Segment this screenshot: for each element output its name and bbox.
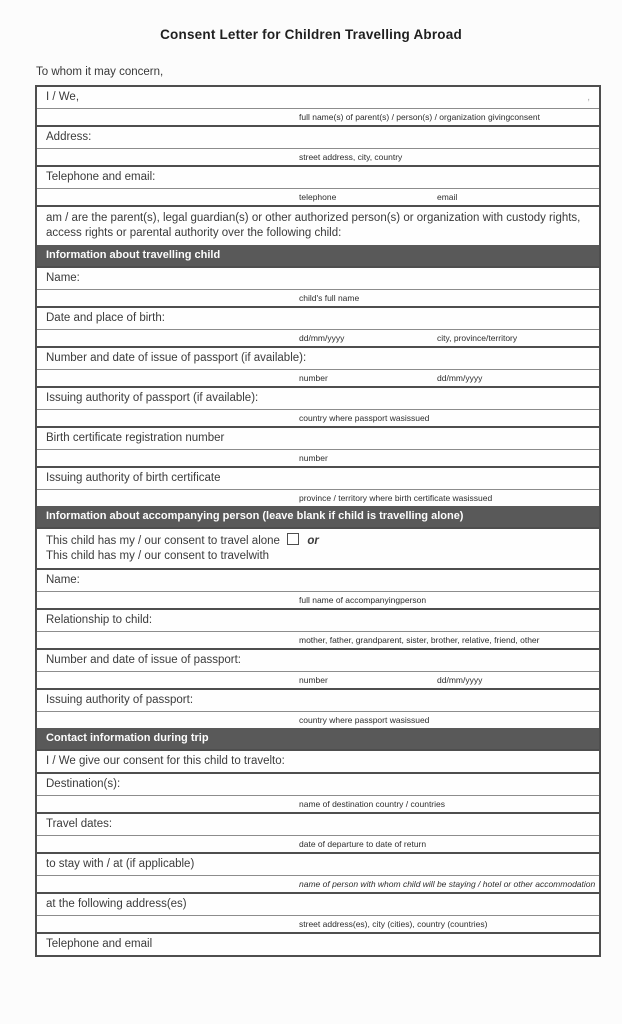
field-consent-giver-name[interactable] <box>37 87 599 108</box>
field-birth-certificate-authority[interactable] <box>37 466 599 489</box>
field-trip-telephone-email[interactable] <box>37 932 599 955</box>
salutation-text: To whom it may concern, <box>36 66 164 78</box>
trip-telephone-email-label: Telephone and email <box>46 938 153 950</box>
child-name-label: Name: <box>46 272 80 284</box>
hint-passport-number: number <box>299 373 328 383</box>
field-trip-address[interactable] <box>37 892 599 915</box>
field-child-passport-authority[interactable] <box>37 386 599 409</box>
hint-travel-dates: date of departure to date of return <box>299 839 427 849</box>
hint-birth-date: dd/mm/yyyy <box>299 333 345 343</box>
hint-row-destination <box>37 795 599 812</box>
travel-dates-label: Travel dates: <box>46 818 113 830</box>
field-birth-certificate-number[interactable] <box>37 426 599 449</box>
hint-address: street address, city, country <box>299 152 403 162</box>
hint-telephone: telephone <box>299 192 337 202</box>
field-child-passport[interactable] <box>37 346 599 369</box>
or-text: or <box>307 535 319 547</box>
hint-row-trip-address <box>37 915 599 932</box>
hint-row-accompanying-name <box>37 591 599 608</box>
trip-address-label: at the following address(es) <box>46 898 187 910</box>
address-label: Address: <box>46 131 92 143</box>
section-header-trip-contact: Contact information during trip <box>37 728 599 749</box>
accompanying-passport-label: Number and date of issue of passport: <box>46 654 241 666</box>
hint-row-telephone-email <box>37 188 599 205</box>
hint-email: email <box>437 192 458 202</box>
field-destination[interactable] <box>37 772 599 795</box>
field-accompanying-passport[interactable] <box>37 648 599 671</box>
consent-option-alone <box>46 533 590 549</box>
hint-row-accompanying-passport-authority <box>37 711 599 728</box>
hint-row-accompanying-passport <box>37 671 599 688</box>
stay-with-label: to stay with / at (if applicable) <box>46 858 195 870</box>
consent-giver-label: I / We, <box>46 91 80 103</box>
field-child-name[interactable] <box>37 266 599 289</box>
hint-row-birth-certificate-authority <box>37 489 599 506</box>
relationship-label: Relationship to child: <box>46 614 153 626</box>
hint-row-consent-giver <box>37 108 599 125</box>
hint-birthcert-number: number <box>299 453 328 463</box>
hint-child-name: child's full name <box>299 293 360 303</box>
trip-consent-statement: I / We give our consent for this child to travelto: <box>37 749 599 772</box>
birth-certificate-number-label: Birth certificate registration number <box>46 432 225 444</box>
stray-mark: , <box>587 92 590 103</box>
hint-accompanying-passport-number: number <box>299 675 328 685</box>
hint-accompanying-passport-country: country where passport wasissued <box>299 715 430 725</box>
hint-birthcert-province: province / territory where birth certificate wasissued <box>299 493 493 503</box>
hint-stay-with: name of person with whom child will be staying / hotel or other accommodation <box>299 879 596 889</box>
field-accompanying-passport-authority[interactable] <box>37 688 599 711</box>
hint-row-child-name <box>37 289 599 306</box>
travel-alone-checkbox[interactable] <box>287 533 299 545</box>
section-header-travelling-child: Information about travelling child <box>37 245 599 266</box>
child-passport-label: Number and date of issue of passport (if available): <box>46 352 307 364</box>
guardian-statement: am / are the parent(s), legal guardian(s) or other authorized person(s) or organization with custody rights, access rights or parental authority over the following child: <box>37 205 599 245</box>
hint-accompanying-name: full name of accompanyingperson <box>299 595 427 605</box>
hint-trip-address: street address(es), city (cities), country (countries) <box>299 919 488 929</box>
hint-row-birth-certificate-number <box>37 449 599 466</box>
hint-row-relationship <box>37 631 599 648</box>
destination-label: Destination(s): <box>46 778 121 790</box>
field-travel-dates[interactable] <box>37 812 599 835</box>
field-stay-with[interactable] <box>37 852 599 875</box>
hint-row-child-passport-authority <box>37 409 599 426</box>
field-child-birth[interactable] <box>37 306 599 329</box>
consent-alone-text: This child has my / our consent to travel alone <box>46 535 280 547</box>
field-accompanying-name[interactable] <box>37 568 599 591</box>
child-birth-label: Date and place of birth: <box>46 312 165 324</box>
hint-row-address <box>37 148 599 165</box>
hint-destination: name of destination country / countries <box>299 799 445 809</box>
page-title: Consent Letter for Children Travelling Abroad <box>160 27 462 42</box>
field-address[interactable] <box>37 125 599 148</box>
hint-row-stay-with <box>37 875 599 892</box>
consent-option-with: This child has my / our consent to travelwith <box>46 550 270 562</box>
accompanying-name-label: Name: <box>46 574 80 586</box>
birth-certificate-authority-label: Issuing authority of birth certificate <box>46 472 221 484</box>
consent-form-table <box>35 85 601 957</box>
hint-accompanying-passport-date: dd/mm/yyyy <box>437 675 483 685</box>
child-passport-authority-label: Issuing authority of passport (if available): <box>46 392 259 404</box>
section-header-accompanying-person: Information about accompanying person (leave blank if child is travelling alone) <box>37 506 599 527</box>
field-travel-consent-options <box>37 527 599 568</box>
hint-birth-place: city, province/territory <box>437 333 518 343</box>
field-telephone-email[interactable] <box>37 165 599 188</box>
hint-passport-date: dd/mm/yyyy <box>437 373 483 383</box>
hint-passport-country: country where passport wasissued <box>299 413 430 423</box>
hint-consent-giver: full name(s) of parent(s) / person(s) / organization givingconsent <box>299 112 540 122</box>
field-relationship[interactable] <box>37 608 599 631</box>
telephone-email-label: Telephone and email: <box>46 171 156 183</box>
accompanying-passport-authority-label: Issuing authority of passport: <box>46 694 194 706</box>
hint-row-child-passport <box>37 369 599 386</box>
hint-relationship: mother, father, grandparent, sister, brother, relative, friend, other <box>299 635 540 645</box>
hint-row-travel-dates <box>37 835 599 852</box>
hint-row-child-birth <box>37 329 599 346</box>
